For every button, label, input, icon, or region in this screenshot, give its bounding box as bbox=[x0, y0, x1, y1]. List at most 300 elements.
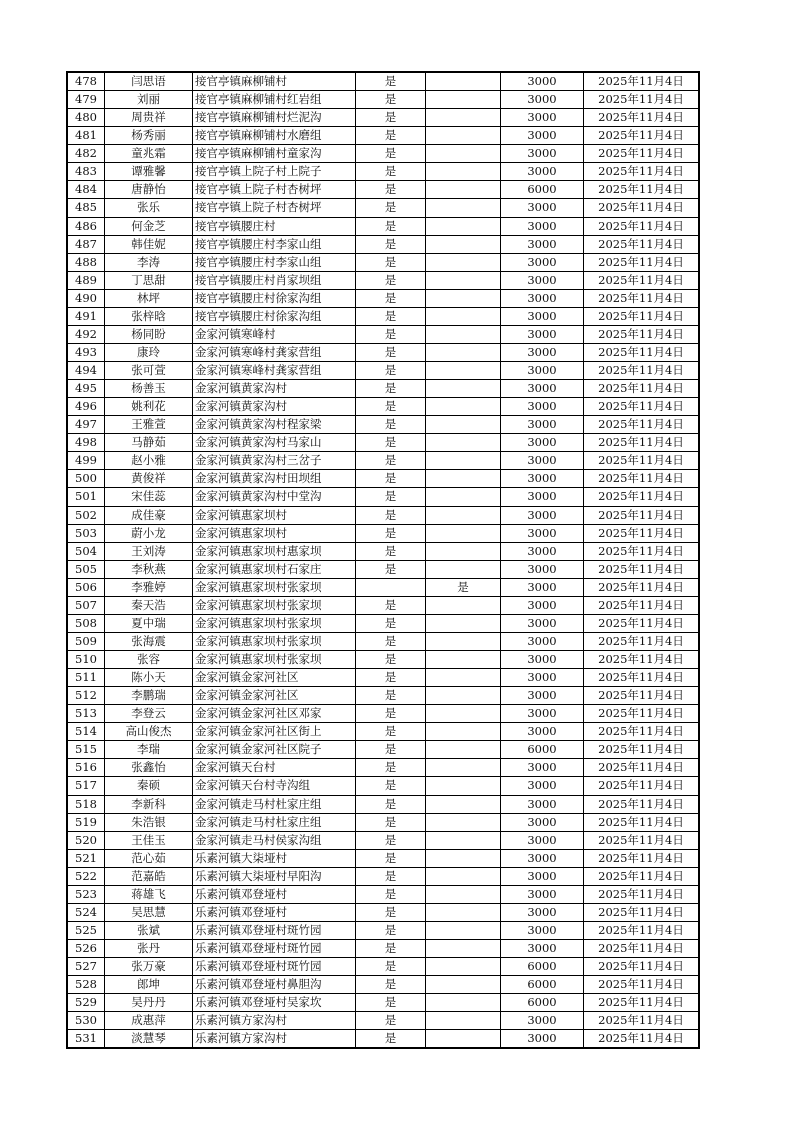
flag-b-cell bbox=[426, 127, 501, 145]
amount-cell: 3000 bbox=[501, 488, 584, 506]
name-cell: 李瑞 bbox=[105, 741, 193, 759]
date-cell: 2025年11月4日 bbox=[584, 976, 699, 994]
table-row bbox=[68, 452, 699, 470]
date-cell: 2025年11月4日 bbox=[584, 867, 699, 885]
table-row bbox=[68, 777, 699, 795]
amount-cell: 3000 bbox=[501, 416, 584, 434]
row-number-cell: 518 bbox=[68, 795, 105, 813]
amount-cell: 3000 bbox=[501, 795, 584, 813]
table-row bbox=[68, 687, 699, 705]
address-cell: 金家河镇惠家坝村石家庄 bbox=[193, 560, 356, 578]
address-cell: 乐素河镇邓登垭村斑竹园 bbox=[193, 940, 356, 958]
address-cell: 金家河镇金家河社区 bbox=[193, 687, 356, 705]
row-number-cell: 510 bbox=[68, 651, 105, 669]
amount-cell: 3000 bbox=[501, 163, 584, 181]
flag-a-cell: 是 bbox=[356, 289, 426, 307]
address-cell: 乐素河镇方家沟村 bbox=[193, 1030, 356, 1048]
name-cell: 康玲 bbox=[105, 343, 193, 361]
amount-cell: 3000 bbox=[501, 271, 584, 289]
name-cell: 杨善玉 bbox=[105, 380, 193, 398]
amount-cell: 3000 bbox=[501, 253, 584, 271]
flag-a-cell: 是 bbox=[356, 181, 426, 199]
name-cell: 李登云 bbox=[105, 705, 193, 723]
date-cell: 2025年11月4日 bbox=[584, 199, 699, 217]
address-cell: 金家河镇走马村侯家沟组 bbox=[193, 831, 356, 849]
amount-cell: 3000 bbox=[501, 632, 584, 650]
date-cell: 2025年11月4日 bbox=[584, 994, 699, 1012]
date-cell: 2025年11月4日 bbox=[584, 506, 699, 524]
date-cell: 2025年11月4日 bbox=[584, 524, 699, 542]
date-cell: 2025年11月4日 bbox=[584, 741, 699, 759]
address-cell: 接官亭镇腰庄村肖家坝组 bbox=[193, 271, 356, 289]
flag-a-cell: 是 bbox=[356, 362, 426, 380]
name-cell: 李雅婷 bbox=[105, 578, 193, 596]
row-number-cell: 516 bbox=[68, 759, 105, 777]
table-row bbox=[68, 849, 699, 867]
row-number-cell: 502 bbox=[68, 506, 105, 524]
flag-b-cell bbox=[426, 813, 501, 831]
flag-b-cell bbox=[426, 958, 501, 976]
name-cell: 成惠萍 bbox=[105, 1012, 193, 1030]
row-number-cell: 527 bbox=[68, 958, 105, 976]
address-cell: 接官亭镇腰庄村李家山组 bbox=[193, 235, 356, 253]
name-cell: 张斌 bbox=[105, 921, 193, 939]
row-number-cell: 506 bbox=[68, 578, 105, 596]
amount-cell: 3000 bbox=[501, 199, 584, 217]
address-cell: 接官亭镇麻柳铺村 bbox=[193, 73, 356, 91]
date-cell: 2025年11月4日 bbox=[584, 903, 699, 921]
address-cell: 金家河镇黄家沟村 bbox=[193, 398, 356, 416]
table-row bbox=[68, 127, 699, 145]
date-cell: 2025年11月4日 bbox=[584, 705, 699, 723]
amount-cell: 3000 bbox=[501, 434, 584, 452]
flag-a-cell: 是 bbox=[356, 325, 426, 343]
date-cell: 2025年11月4日 bbox=[584, 651, 699, 669]
flag-b-cell bbox=[426, 524, 501, 542]
amount-cell: 6000 bbox=[501, 958, 584, 976]
flag-b-cell: 是 bbox=[426, 578, 501, 596]
flag-a-cell: 是 bbox=[356, 109, 426, 127]
name-cell: 郎坤 bbox=[105, 976, 193, 994]
address-cell: 金家河镇金家河社区街上 bbox=[193, 723, 356, 741]
name-cell: 童兆霜 bbox=[105, 145, 193, 163]
amount-cell: 3000 bbox=[501, 307, 584, 325]
row-number-cell: 519 bbox=[68, 813, 105, 831]
table-body bbox=[68, 73, 699, 1048]
name-cell: 宋佳蕊 bbox=[105, 488, 193, 506]
flag-b-cell bbox=[426, 145, 501, 163]
address-cell: 金家河镇黄家沟村三岔子 bbox=[193, 452, 356, 470]
row-number-cell: 493 bbox=[68, 343, 105, 361]
address-cell: 接官亭镇麻柳铺村烂泥沟 bbox=[193, 109, 356, 127]
flag-b-cell bbox=[426, 867, 501, 885]
amount-cell: 6000 bbox=[501, 741, 584, 759]
table-row bbox=[68, 524, 699, 542]
row-number-cell: 530 bbox=[68, 1012, 105, 1030]
date-cell: 2025年11月4日 bbox=[584, 470, 699, 488]
flag-b-cell bbox=[426, 885, 501, 903]
table-row bbox=[68, 741, 699, 759]
row-number-cell: 479 bbox=[68, 91, 105, 109]
flag-a-cell: 是 bbox=[356, 705, 426, 723]
address-cell: 金家河镇惠家坝村张家坝 bbox=[193, 632, 356, 650]
table-row bbox=[68, 506, 699, 524]
row-number-cell: 492 bbox=[68, 325, 105, 343]
name-cell: 范嘉皓 bbox=[105, 867, 193, 885]
amount-cell: 3000 bbox=[501, 398, 584, 416]
date-cell: 2025年11月4日 bbox=[584, 1012, 699, 1030]
address-cell: 接官亭镇腰庄村徐家沟组 bbox=[193, 307, 356, 325]
flag-b-cell bbox=[426, 632, 501, 650]
amount-cell: 6000 bbox=[501, 976, 584, 994]
table-row bbox=[68, 73, 699, 91]
name-cell: 张可萱 bbox=[105, 362, 193, 380]
flag-a-cell: 是 bbox=[356, 958, 426, 976]
name-cell: 吴思慧 bbox=[105, 903, 193, 921]
row-number-cell: 512 bbox=[68, 687, 105, 705]
table-row bbox=[68, 434, 699, 452]
table-row bbox=[68, 1030, 699, 1048]
amount-cell: 3000 bbox=[501, 723, 584, 741]
flag-b-cell bbox=[426, 398, 501, 416]
name-cell: 马静茹 bbox=[105, 434, 193, 452]
amount-cell: 3000 bbox=[501, 1012, 584, 1030]
flag-a-cell: 是 bbox=[356, 145, 426, 163]
flag-a-cell: 是 bbox=[356, 723, 426, 741]
flag-b-cell bbox=[426, 741, 501, 759]
table-row bbox=[68, 289, 699, 307]
table-row bbox=[68, 632, 699, 650]
name-cell: 蔚小龙 bbox=[105, 524, 193, 542]
address-cell: 接官亭镇上院子村杏树坪 bbox=[193, 181, 356, 199]
flag-b-cell bbox=[426, 903, 501, 921]
row-number-cell: 498 bbox=[68, 434, 105, 452]
address-cell: 金家河镇惠家坝村张家坝 bbox=[193, 614, 356, 632]
row-number-cell: 503 bbox=[68, 524, 105, 542]
flag-b-cell bbox=[426, 795, 501, 813]
address-cell: 金家河镇寒峰村 bbox=[193, 325, 356, 343]
amount-cell: 3000 bbox=[501, 705, 584, 723]
table-row bbox=[68, 416, 699, 434]
row-number-cell: 521 bbox=[68, 849, 105, 867]
amount-cell: 6000 bbox=[501, 181, 584, 199]
flag-a-cell: 是 bbox=[356, 163, 426, 181]
name-cell: 黄俊祥 bbox=[105, 470, 193, 488]
amount-cell: 6000 bbox=[501, 994, 584, 1012]
amount-cell: 3000 bbox=[501, 325, 584, 343]
flag-a-cell: 是 bbox=[356, 506, 426, 524]
address-cell: 金家河镇惠家坝村 bbox=[193, 524, 356, 542]
flag-b-cell bbox=[426, 542, 501, 560]
address-cell: 乐素河镇邓登垭村 bbox=[193, 903, 356, 921]
address-cell: 接官亭镇上院子村杏树坪 bbox=[193, 199, 356, 217]
amount-cell: 3000 bbox=[501, 614, 584, 632]
address-cell: 金家河镇惠家坝村张家坝 bbox=[193, 596, 356, 614]
flag-a-cell: 是 bbox=[356, 813, 426, 831]
flag-a-cell: 是 bbox=[356, 849, 426, 867]
table-row bbox=[68, 958, 699, 976]
name-cell: 朱浩银 bbox=[105, 813, 193, 831]
name-cell: 张鑫怡 bbox=[105, 759, 193, 777]
table-row bbox=[68, 325, 699, 343]
date-cell: 2025年11月4日 bbox=[584, 777, 699, 795]
amount-cell: 3000 bbox=[501, 578, 584, 596]
table-row bbox=[68, 669, 699, 687]
date-cell: 2025年11月4日 bbox=[584, 813, 699, 831]
address-cell: 接官亭镇腰庄村徐家沟组 bbox=[193, 289, 356, 307]
flag-a-cell: 是 bbox=[356, 669, 426, 687]
table-row bbox=[68, 795, 699, 813]
amount-cell: 3000 bbox=[501, 343, 584, 361]
name-cell: 张乐 bbox=[105, 199, 193, 217]
amount-cell: 3000 bbox=[501, 470, 584, 488]
flag-b-cell bbox=[426, 921, 501, 939]
table-row bbox=[68, 109, 699, 127]
name-cell: 丁思甜 bbox=[105, 271, 193, 289]
address-cell: 金家河镇天台村 bbox=[193, 759, 356, 777]
table-row bbox=[68, 994, 699, 1012]
flag-b-cell bbox=[426, 343, 501, 361]
table-row bbox=[68, 831, 699, 849]
flag-b-cell bbox=[426, 470, 501, 488]
flag-a-cell: 是 bbox=[356, 994, 426, 1012]
name-cell: 谭雅馨 bbox=[105, 163, 193, 181]
address-cell: 乐素河镇邓登垭村鼻胆沟 bbox=[193, 976, 356, 994]
table-row bbox=[68, 578, 699, 596]
flag-b-cell bbox=[426, 253, 501, 271]
name-cell: 闫思语 bbox=[105, 73, 193, 91]
amount-cell: 3000 bbox=[501, 651, 584, 669]
flag-a-cell: 是 bbox=[356, 741, 426, 759]
date-cell: 2025年11月4日 bbox=[584, 380, 699, 398]
address-cell: 接官亭镇上院子村上院子 bbox=[193, 163, 356, 181]
amount-cell: 3000 bbox=[501, 362, 584, 380]
flag-a-cell: 是 bbox=[356, 253, 426, 271]
amount-cell: 3000 bbox=[501, 940, 584, 958]
date-cell: 2025年11月4日 bbox=[584, 488, 699, 506]
row-number-cell: 481 bbox=[68, 127, 105, 145]
name-cell: 吴丹丹 bbox=[105, 994, 193, 1012]
flag-a-cell: 是 bbox=[356, 217, 426, 235]
flag-b-cell bbox=[426, 452, 501, 470]
amount-cell: 3000 bbox=[501, 596, 584, 614]
address-cell: 金家河镇走马村杜家庄组 bbox=[193, 795, 356, 813]
flag-a-cell: 是 bbox=[356, 759, 426, 777]
row-number-cell: 478 bbox=[68, 73, 105, 91]
table-row bbox=[68, 651, 699, 669]
flag-a-cell: 是 bbox=[356, 867, 426, 885]
amount-cell: 3000 bbox=[501, 235, 584, 253]
row-number-cell: 505 bbox=[68, 560, 105, 578]
flag-b-cell bbox=[426, 1030, 501, 1048]
flag-b-cell bbox=[426, 560, 501, 578]
flag-a-cell: 是 bbox=[356, 307, 426, 325]
flag-a-cell: 是 bbox=[356, 73, 426, 91]
name-cell: 淡慧琴 bbox=[105, 1030, 193, 1048]
table-row bbox=[68, 560, 699, 578]
name-cell: 张海震 bbox=[105, 632, 193, 650]
flag-a-cell: 是 bbox=[356, 560, 426, 578]
row-number-cell: 517 bbox=[68, 777, 105, 795]
row-number-cell: 514 bbox=[68, 723, 105, 741]
table-row bbox=[68, 723, 699, 741]
table-row bbox=[68, 380, 699, 398]
name-cell: 赵小雅 bbox=[105, 452, 193, 470]
amount-cell: 3000 bbox=[501, 831, 584, 849]
amount-cell: 3000 bbox=[501, 73, 584, 91]
address-cell: 金家河镇黄家沟村中堂沟 bbox=[193, 488, 356, 506]
flag-a-cell: 是 bbox=[356, 470, 426, 488]
amount-cell: 3000 bbox=[501, 885, 584, 903]
row-number-cell: 500 bbox=[68, 470, 105, 488]
amount-cell: 3000 bbox=[501, 91, 584, 109]
flag-a-cell: 是 bbox=[356, 1012, 426, 1030]
row-number-cell: 485 bbox=[68, 199, 105, 217]
table-row bbox=[68, 488, 699, 506]
amount-cell: 3000 bbox=[501, 813, 584, 831]
table-row bbox=[68, 885, 699, 903]
table-row bbox=[68, 253, 699, 271]
amount-cell: 3000 bbox=[501, 127, 584, 145]
amount-cell: 3000 bbox=[501, 145, 584, 163]
flag-b-cell bbox=[426, 705, 501, 723]
table-row bbox=[68, 903, 699, 921]
flag-b-cell bbox=[426, 289, 501, 307]
name-cell: 张容 bbox=[105, 651, 193, 669]
date-cell: 2025年11月4日 bbox=[584, 73, 699, 91]
row-number-cell: 524 bbox=[68, 903, 105, 921]
row-number-cell: 495 bbox=[68, 380, 105, 398]
name-cell: 姚利花 bbox=[105, 398, 193, 416]
name-cell: 刘丽 bbox=[105, 91, 193, 109]
flag-a-cell: 是 bbox=[356, 921, 426, 939]
row-number-cell: 520 bbox=[68, 831, 105, 849]
name-cell: 李鹏瑞 bbox=[105, 687, 193, 705]
flag-b-cell bbox=[426, 651, 501, 669]
address-cell: 乐素河镇邓登垭村斑竹园 bbox=[193, 921, 356, 939]
address-cell: 金家河镇惠家坝村张家坝 bbox=[193, 578, 356, 596]
flag-b-cell bbox=[426, 976, 501, 994]
address-cell: 金家河镇天台村寺沟组 bbox=[193, 777, 356, 795]
row-number-cell: 526 bbox=[68, 940, 105, 958]
flag-a-cell: 是 bbox=[356, 596, 426, 614]
flag-a-cell: 是 bbox=[356, 542, 426, 560]
row-number-cell: 491 bbox=[68, 307, 105, 325]
name-cell: 唐静怡 bbox=[105, 181, 193, 199]
address-cell: 金家河镇黄家沟村田坝组 bbox=[193, 470, 356, 488]
name-cell: 李涛 bbox=[105, 253, 193, 271]
amount-cell: 3000 bbox=[501, 687, 584, 705]
flag-b-cell bbox=[426, 940, 501, 958]
flag-a-cell: 是 bbox=[356, 488, 426, 506]
flag-a-cell: 是 bbox=[356, 614, 426, 632]
row-number-cell: 483 bbox=[68, 163, 105, 181]
name-cell: 杨秀丽 bbox=[105, 127, 193, 145]
flag-b-cell bbox=[426, 307, 501, 325]
flag-b-cell bbox=[426, 759, 501, 777]
flag-a-cell: 是 bbox=[356, 632, 426, 650]
flag-b-cell bbox=[426, 235, 501, 253]
row-number-cell: 507 bbox=[68, 596, 105, 614]
name-cell: 韩佳妮 bbox=[105, 235, 193, 253]
row-number-cell: 497 bbox=[68, 416, 105, 434]
name-cell: 秦天浩 bbox=[105, 596, 193, 614]
table-row bbox=[68, 867, 699, 885]
name-cell: 张万豪 bbox=[105, 958, 193, 976]
date-cell: 2025年11月4日 bbox=[584, 578, 699, 596]
address-cell: 金家河镇寒峰村龚家营组 bbox=[193, 343, 356, 361]
date-cell: 2025年11月4日 bbox=[584, 181, 699, 199]
date-cell: 2025年11月4日 bbox=[584, 163, 699, 181]
data-table bbox=[67, 72, 699, 1048]
table-row bbox=[68, 470, 699, 488]
table-row bbox=[68, 181, 699, 199]
flag-a-cell: 是 bbox=[356, 777, 426, 795]
amount-cell: 3000 bbox=[501, 903, 584, 921]
date-cell: 2025年11月4日 bbox=[584, 614, 699, 632]
table-row bbox=[68, 362, 699, 380]
flag-b-cell bbox=[426, 362, 501, 380]
name-cell: 张丹 bbox=[105, 940, 193, 958]
name-cell: 秦硕 bbox=[105, 777, 193, 795]
flag-b-cell bbox=[426, 416, 501, 434]
date-cell: 2025年11月4日 bbox=[584, 398, 699, 416]
row-number-cell: 523 bbox=[68, 885, 105, 903]
date-cell: 2025年11月4日 bbox=[584, 217, 699, 235]
amount-cell: 3000 bbox=[501, 217, 584, 235]
row-number-cell: 511 bbox=[68, 669, 105, 687]
address-cell: 金家河镇黄家沟村程家梁 bbox=[193, 416, 356, 434]
flag-b-cell bbox=[426, 687, 501, 705]
date-cell: 2025年11月4日 bbox=[584, 849, 699, 867]
row-number-cell: 525 bbox=[68, 921, 105, 939]
amount-cell: 3000 bbox=[501, 849, 584, 867]
name-cell: 蒋雄飞 bbox=[105, 885, 193, 903]
date-cell: 2025年11月4日 bbox=[584, 669, 699, 687]
flag-a-cell: 是 bbox=[356, 831, 426, 849]
date-cell: 2025年11月4日 bbox=[584, 560, 699, 578]
name-cell: 林坪 bbox=[105, 289, 193, 307]
address-cell: 乐素河镇大柒垭村早阳沟 bbox=[193, 867, 356, 885]
name-cell: 李秋燕 bbox=[105, 560, 193, 578]
name-cell: 张梓晗 bbox=[105, 307, 193, 325]
table-row bbox=[68, 596, 699, 614]
date-cell: 2025年11月4日 bbox=[584, 921, 699, 939]
flag-a-cell: 是 bbox=[356, 127, 426, 145]
name-cell: 范心茹 bbox=[105, 849, 193, 867]
date-cell: 2025年11月4日 bbox=[584, 235, 699, 253]
row-number-cell: 488 bbox=[68, 253, 105, 271]
name-cell: 夏中瑞 bbox=[105, 614, 193, 632]
name-cell: 成佳豪 bbox=[105, 506, 193, 524]
flag-b-cell bbox=[426, 109, 501, 127]
address-cell: 乐素河镇方家沟村 bbox=[193, 1012, 356, 1030]
flag-b-cell bbox=[426, 380, 501, 398]
flag-b-cell bbox=[426, 596, 501, 614]
address-cell: 接官亭镇腰庄村李家山组 bbox=[193, 253, 356, 271]
name-cell: 高山俊杰 bbox=[105, 723, 193, 741]
table-row bbox=[68, 91, 699, 109]
amount-cell: 3000 bbox=[501, 867, 584, 885]
amount-cell: 3000 bbox=[501, 452, 584, 470]
row-number-cell: 489 bbox=[68, 271, 105, 289]
flag-b-cell bbox=[426, 325, 501, 343]
name-cell: 王刘涛 bbox=[105, 542, 193, 560]
date-cell: 2025年11月4日 bbox=[584, 91, 699, 109]
flag-b-cell bbox=[426, 434, 501, 452]
date-cell: 2025年11月4日 bbox=[584, 958, 699, 976]
row-number-cell: 528 bbox=[68, 976, 105, 994]
